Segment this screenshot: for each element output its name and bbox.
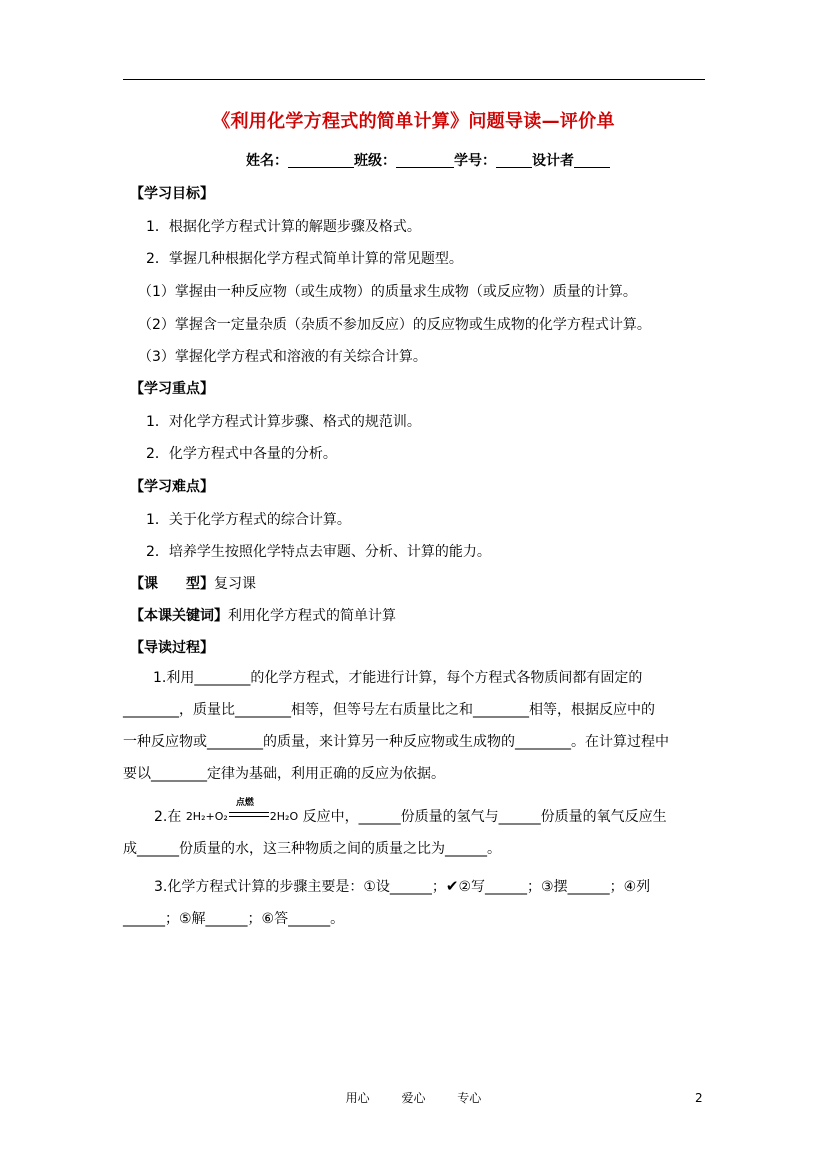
question-3-text: 3.化学方程式计算的步骤主要是：①设______； xyxy=(154,879,446,895)
class-label: 班级： xyxy=(354,153,396,169)
designer-label: 设计者 xyxy=(532,153,574,169)
question-2-text: 反应中，______份质量的氢气与______份质量的氧气反应生 xyxy=(298,809,667,825)
lesson-type-value: 复习课 xyxy=(214,576,256,592)
question-3-line xyxy=(123,870,703,903)
question-1 xyxy=(123,662,703,790)
header-rule xyxy=(123,79,705,80)
id-blank[interactable] xyxy=(496,153,532,168)
difficulties-header: 【学习难点】 xyxy=(130,479,214,495)
question-1-line: ________，质量比________相等，但等号左右质量比之和________相等，根据反应中的 xyxy=(123,702,655,718)
goal-subitem: （3）掌握化学方程式和溶液的有关综合计算。 xyxy=(138,349,427,365)
question-2 xyxy=(123,798,703,865)
question-3 xyxy=(123,870,703,935)
designer-blank[interactable] xyxy=(574,153,610,168)
document-title: 《利用化学方程式的简单计算》问题导读—评价单 xyxy=(212,111,615,132)
name-blank[interactable] xyxy=(288,153,354,168)
question-1-line: 一种反应物或________的质量，来计算另一种反应物或生成物的________。在计算过程中 xyxy=(123,734,669,750)
question-2-line xyxy=(123,798,703,833)
equation-products: 2H₂O xyxy=(269,810,299,823)
goal-item: 2．掌握几种根据化学方程式简单计算的常见题型。 xyxy=(146,251,463,267)
question-3-line: ______；⑤解______；⑥答______。 xyxy=(123,911,345,927)
check-mark-icon: ✔ xyxy=(445,877,459,895)
difficulty-item: 1．关于化学方程式的综合计算。 xyxy=(146,512,351,528)
student-info-line xyxy=(246,150,610,170)
equation-reactants: 2H₂+O₂ xyxy=(185,810,228,823)
keyword-header: 【本课关键词】 xyxy=(130,608,228,624)
page-number: 2 xyxy=(695,1091,703,1105)
keyword-line xyxy=(130,605,396,625)
process-header: 【导读过程】 xyxy=(130,640,214,656)
question-1-line: 要以________定律为基础，利用正确的反应为依据。 xyxy=(123,766,445,782)
question-1-line: 1.利用________的化学方程式，才能进行计算，每个方程式各物质间都有固定的 xyxy=(153,670,643,686)
difficulty-item: 2．培养学生按照化学特点去审题、分析、计算的能力。 xyxy=(146,544,491,560)
key-points-header: 【学习重点】 xyxy=(130,381,214,397)
goals-header: 【学习目标】 xyxy=(130,186,214,202)
question-2-prefix: 2.在 xyxy=(154,809,186,825)
footer-motto: 用心 爱心 专心 xyxy=(345,1091,482,1105)
reaction-equation xyxy=(185,798,299,833)
lesson-type-line xyxy=(130,573,256,593)
lesson-type-header: 【课 型】 xyxy=(130,576,214,592)
goal-item: 1．根据化学方程式计算的解题步骤及格式。 xyxy=(146,219,421,235)
goal-subitem: （1）掌握由一种反应物（或生成物）的质量求生成物（或反应物）质量的计算。 xyxy=(138,284,637,300)
id-label: 学号： xyxy=(454,153,496,169)
reaction-condition: 点燃 xyxy=(235,798,254,808)
class-blank[interactable] xyxy=(396,153,454,168)
question-3-text: ②写______；③摆______；④列 xyxy=(458,879,651,895)
key-point-item: 2．化学方程式中各量的分析。 xyxy=(146,446,337,462)
name-label: 姓名： xyxy=(246,153,288,169)
goal-subitem: （2）掌握含一定量杂质（杂质不参加反应）的反应物或生成物的化学方程式计算。 xyxy=(138,317,651,333)
keyword-value: 利用化学方程式的简单计算 xyxy=(228,608,396,624)
question-2-line: 成______份质量的水，这三种物质之间的质量之比为______。 xyxy=(123,841,501,857)
key-point-item: 1．对化学方程式计算步骤、格式的规范训。 xyxy=(146,414,421,430)
